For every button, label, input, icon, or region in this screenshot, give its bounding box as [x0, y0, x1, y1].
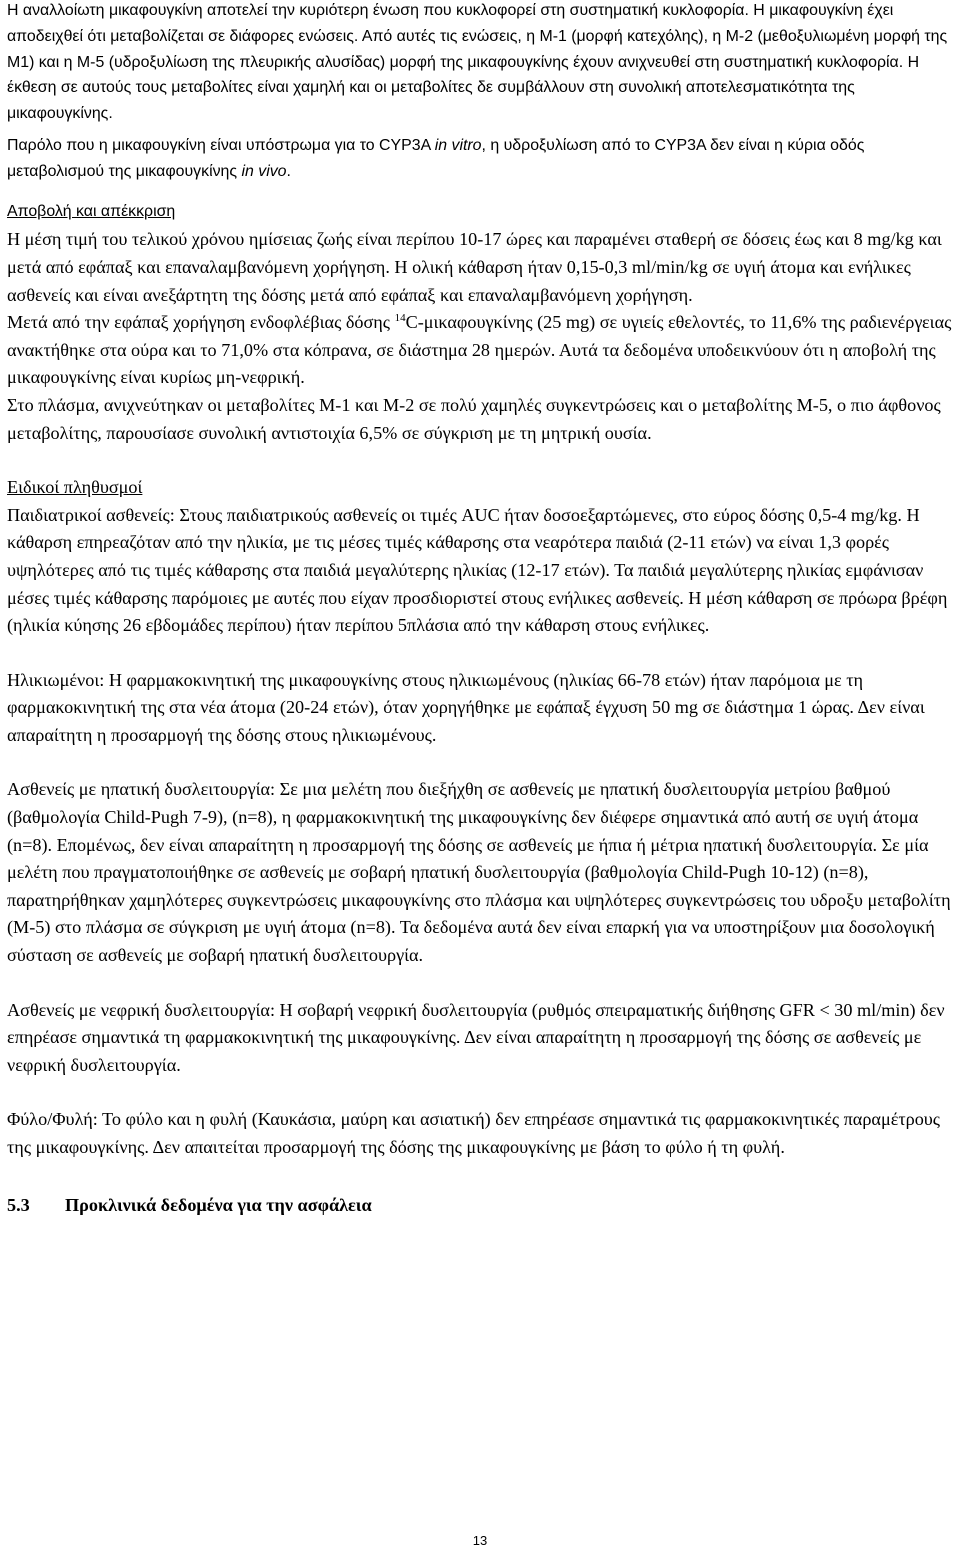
in-vivo-text: in vivo [241, 162, 287, 180]
excretion-text-b: C-μικαφουγκίνης (25 mg) σε υγιείς εθελοντές, το 11,6% της ραδιενέργειας ανακτήθηκε στα ούρα και το 71,0% στα κόπρανα, σε διάστημα 28 ημερών. Αυτά τα δεδομένα υποδεικνύουν ότι η αποβολή της μικαφουγκίνης είναι κυρίως μη-νεφρική. [7, 312, 952, 388]
spacer [7, 447, 953, 474]
cyp3a-text-c: . [286, 162, 291, 180]
excretion-heading: Αποβολή και απέκκριση [7, 202, 176, 220]
page-number: 13 [472, 1533, 488, 1548]
spacer [7, 970, 953, 997]
pediatric-paragraph: Παιδιατρικοί ασθενείς: Στους παιδιατρικούς ασθενείς οι τιμές AUC ήταν δοσοεξαρτώμενες, στο εύρος δόσης 0,5-4 mg/kg. Η κάθαρση επηρεαζόταν από την ηλικία, με τις μέσες τιμές κάθαρσης στα νεαρότερα παιδιά (2-11 ετών) να είναι 1,3 φορές υψηλότερες από τις τιμές κάθαρσης στα παιδιά μεγαλύτερης ηλικίας (12-17 ετών). Τα παιδιά μεγαλύτερης ηλικίας εμφάνισαν μέσες τιμές κάθαρσης παρόμοιες με αυτές που είχαν προσδιοριστεί στους ενήλικες ασθενείς. Η μέση κάθαρση σε πρόωρα βρέφη (ηλικία κύησης 26 εβδομάδες περίπου) ήταν περίπου 5πλάσια από την κάθαρση στους ενήλικες. [7, 504, 948, 636]
excretion-text-a: Μετά από την εφάπαξ χορήγηση ενδοφλέβιας δόσης [7, 312, 395, 333]
cyp3a-text-a: Παρόλο που η μικαφουγκίνη είναι υπόστρωμα για το CYP3A [7, 136, 435, 154]
renal-paragraph: Ασθενείς με νεφρική δυσλειτουργία: Η σοβαρή νεφρική δυσλειτουργία (ρυθμός σπειραματικής διήθησης GFR < 30 ml/min) δεν επηρέασε σημαντικά τη φαρμακοκινητική της μικαφουγκίνης. Δεν είναι απαραίτητη η προσαρμογή της δόσης σε ασθενείς με νεφρική δυσλειτουργία. [7, 999, 945, 1075]
spacer [7, 640, 953, 667]
elderly-paragraph: Ηλικιωμένοι: Η φαρμακοκινητική της μικαφουγκίνης στους ηλικιωμένους (ηλικίας 66-78 ετών) ήταν παρόμοια με τη φαρμακοκινητική της στα νέα άτομα (20-24 ετών), όταν χορηγήθηκε με εφάπαξ έγχυση 50 mg σε διάστημα 1 ώρας. Δεν είναι απαραίτητη η προσαρμογή της δόσης στους ηλικιωμένους. [7, 669, 925, 745]
excretion-paragraph-3: Στο πλάσμα, ανιχνεύτηκαν οι μεταβολίτες Μ-1 και Μ-2 σε πολύ χαμηλές συγκεντρώσεις και ο μεταβολίτης Μ-5, ο πιο άφθονος μεταβολίτης, παρουσίασε συνολική αντιστοιχία 6,5% σε σύγκριση με τη μητρική ουσία. [7, 394, 941, 443]
sex-race-paragraph: Φύλο/Φυλή: Το φύλο και η φυλή (Καυκάσια, μαύρη και ασιατική) δεν επηρέασε σημαντικά τις φαρμακοκινητικές παραμέτρους της μικαφουγκίνης. Δεν απαιτείται προσαρμογή της δόσης της μικαφουγκίνης με βάση το φύλο ή τη φυλή. [7, 1109, 941, 1157]
metabolism-paragraph: Η αναλλοίωτη μικαφουγκίνη αποτελεί την κυριότερη ένωση που κυκλοφορεί στη συστηματική κυκλοφορία. Η μικαφουγκίνη έχει αποδειχθεί ότι μεταβολίζεται σε διάφορες ενώσεις. Από αυτές τις ενώσεις, η Μ-1 (μορφή κατεχόλης), η Μ-2 (μεθοξυλιωμένη μορφή της Μ1) και η Μ-5 (υδροξυλίωση της πλευρικής αλυσίδας) μορφή της μικαφουγκίνης έχουν ανιχνευθεί στη συστηματική κυκλοφορία. Η έκθεση σε αυτούς τους μεταβολίτες είναι χαμηλή και οι μεταβολίτες δε συμβάλλουν στη συνολική αποτελεσματικότητα της μικαφουγκίνης. [7, 2, 948, 123]
section-title: Προκλινικά δεδομένα για την ασφάλεια [65, 1194, 372, 1215]
excretion-paragraph-1: Η μέση τιμή του τελικού χρόνου ημίσειας ζωής είναι περίπου 10-17 ώρες και παραμένει σταθερή σε δόσεις έως και 8 mg/kg και μετά από εφάπαξ και επαναλαμβανόμενη χορήγηση. Η ολική κάθαρση ήταν 0,15-0,3 ml/min/kg σε υγιή άτομα και ενήλικες ασθενείς και είναι ανεξάρτητη της δόσης μετά από εφάπαξ και επαναλαμβανόμενη χορήγηση. [7, 229, 942, 305]
isotope-superscript: 14 [394, 312, 406, 325]
spacer [7, 1162, 953, 1192]
excretion-paragraph-2 [7, 309, 953, 392]
hepatic-paragraph: Ασθενείς με ηπατική δυσλειτουργία: Σε μια μελέτη που διεξήχθη σε ασθενείς με ηπατική δυσλειτουργία μετρίου βαθμού (βαθμολογία Child-Pugh 7-9), (n=8), η φαρμακοκινητική της μικαφουγκίνης δεν διέφερε σημαντικά από αυτή σε υγιή άτομα (n=8). Επομένως, δεν είναι απαραίτητη η προσαρμογή της δόσης σε ασθενείς με ήπια ή μέτρια ηπατική δυσλειτουργία. Σε μία μελέτη που πραγματοποιήθηκε σε ασθενείς με σοβαρή ηπατική δυσλειτουργία (βαθμολογία Child-Pugh 10-12) (n=8), παρατηρήθηκαν χαμηλότερες συγκεντρώσεις μικαφουγκίνης στο πλάσμα και υψηλότερες συγκεντρώσεις του υδροξυ μεταβολίτη (Μ-5) στο πλάσμα σε σύγκριση με υγιή άτομα (n=8). Τα δεδομένα αυτά δεν είναι επαρκή για να υποστηρίξουν μια δοσολογική σύσταση σε ασθενείς με σοβαρή ηπατική δυσλειτουργία. [7, 779, 951, 966]
section-number: 5.3 [7, 1194, 30, 1215]
in-vitro-text: in vitro [434, 136, 482, 154]
cyp3a-text-b: , η υδροξυλίωση από το CYP3A δεν είναι η κύρια οδός μεταβολισμού της μικαφουγκίνης [7, 136, 865, 180]
cyp3a-paragraph [7, 133, 953, 185]
spacer [7, 749, 953, 776]
section-heading [7, 1192, 953, 1220]
special-populations-heading: Ειδικοί πληθυσμοί [7, 477, 143, 498]
spacer [7, 1079, 953, 1106]
